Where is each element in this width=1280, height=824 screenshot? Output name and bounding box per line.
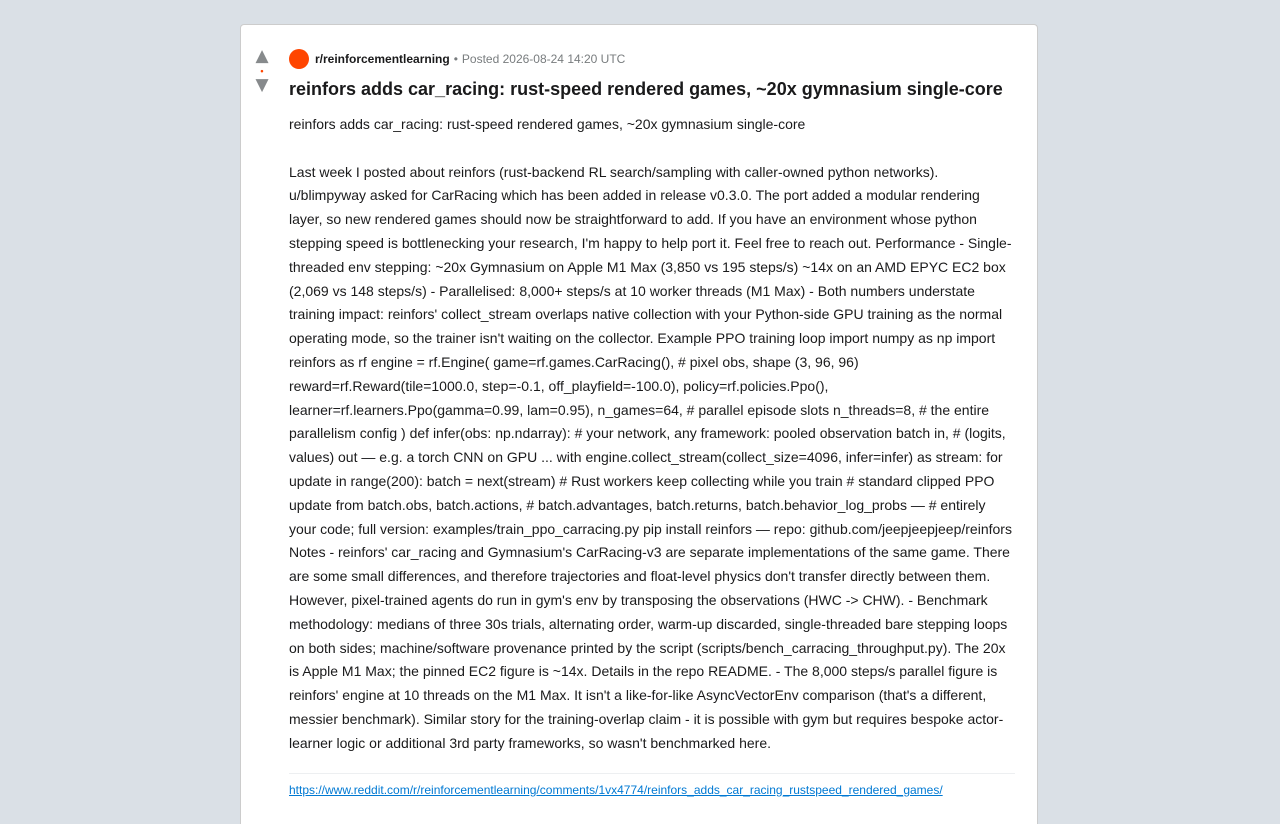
downvote-icon[interactable]: ▼ bbox=[255, 75, 269, 95]
upvote-icon[interactable]: ▲ bbox=[255, 46, 269, 66]
post-content bbox=[289, 49, 1015, 798]
posted-timestamp: Posted 2026-08-24 14:20 UTC bbox=[461, 52, 626, 66]
vote-score: • bbox=[260, 66, 264, 76]
paragraph-gap bbox=[289, 137, 1015, 161]
post-permalink[interactable]: https://www.reddit.com/r/reinforcementlearning/comments/1vx4774/reinfors_adds_car_racing_rustspeed_rendered_games/ bbox=[289, 782, 943, 797]
meta-separator: • bbox=[453, 52, 458, 66]
vote-column bbox=[249, 47, 275, 94]
divider bbox=[289, 773, 1015, 774]
subreddit-name[interactable]: r/reinforcementlearning bbox=[315, 52, 450, 66]
post-title[interactable]: reinfors adds car_racing: rust-speed rendered games, ~20x gymnasium single-core bbox=[289, 79, 1003, 99]
post-meta bbox=[289, 49, 1015, 69]
subreddit-icon[interactable] bbox=[289, 49, 309, 69]
post-body bbox=[289, 113, 1015, 756]
post-card bbox=[240, 24, 1038, 824]
post-body-intro: reinfors adds car_racing: rust-speed rendered games, ~20x gymnasium single-core bbox=[289, 116, 806, 132]
post-body-main: Last week I posted about reinfors (rust-backend RL search/sampling with caller-owned python networks). u/blimpyway asked for CarRacing which has been added in release v0.3.0. The port added a modular rendering layer, so new rendered games should now be straightforward to add. If you have an environment whose python stepping speed is bottlenecking your research, I'm happy to help port it. Feel free to reach out. Performance - Single-threaded env stepping: ~20x Gymnasium on Apple M1 Max (3,850 vs 195 steps/s) ~14x on an AMD EPYC EC2 box (2,069 vs 148 steps/s) - Parallelised: 8,000+ steps/s at 10 worker threads (M1 Max) - Both numbers understate training impact: reinfors' collect_stream overlaps native collection with your Python-side GPU training as the normal operating mode, so the trainer isn't waiting on the collector. Example PPO training loop import numpy as np import reinfors as rf engine = rf.Engine( game=rf.games.CarRacing(), # pixel obs, shape (3, 96, 96) reward=rf.Reward(tile=1000.0, step=-0.1, off_playfield=-100.0), policy=rf.policies.Ppo(), learner=rf.learners.Ppo(gamma=0.99, lam=0.95), n_games=64, # parallel episode slots n_threads=8, # the entire parallelism config ) def infer(obs: np.ndarray): # your network, any framework: pooled observation batch in, # (logits, values) out — e.g. a torch CNN on GPU ... with engine.collect_stream(collect_size=4096, infer=infer) as stream: for update in range(200): batch = next(stream) # Rust workers keep collecting while you train # standard clipped PPO update from batch.obs, batch.actions, # batch.advantages, batch.returns, batch.behavior_log_probs — # entirely your code; full version: examples/train_ppo_carracing.py pip install reinfors — repo: github.com/jeepjeepjeep/reinfors Notes - reinfors' car_racing and Gymnasium's CarRacing-v3 are separate implementations of the same game. There are some small differences, and therefore trajectories and float-level physics don't transfer directly between them. However, pixel-trained agents do run in gym's env by transposing the observations (HWC -> CHW). - Benchmark methodology: medians of three 30s trials, alternating order, warm-up discarded, single-threaded bare stepping loops on both sides; machine/software provenance printed by the script (scripts/bench_carracing_throughput.py). The 20x is Apple M1 Max; the pinned EC2 figure is ~14x. Details in the repo README. - The 8,000 steps/s parallel figure is reinfors' engine at 10 threads on the M1 Max. It isn't a like-for-like AsyncVectorEnv comparison (that's a different, messier benchmark). Similar story for the training-overlap claim - it is possible with gym but requires bespoke actor-learner logic or additional 3rd party frameworks, so wasn't benchmarked here. bbox=[289, 163, 1012, 751]
